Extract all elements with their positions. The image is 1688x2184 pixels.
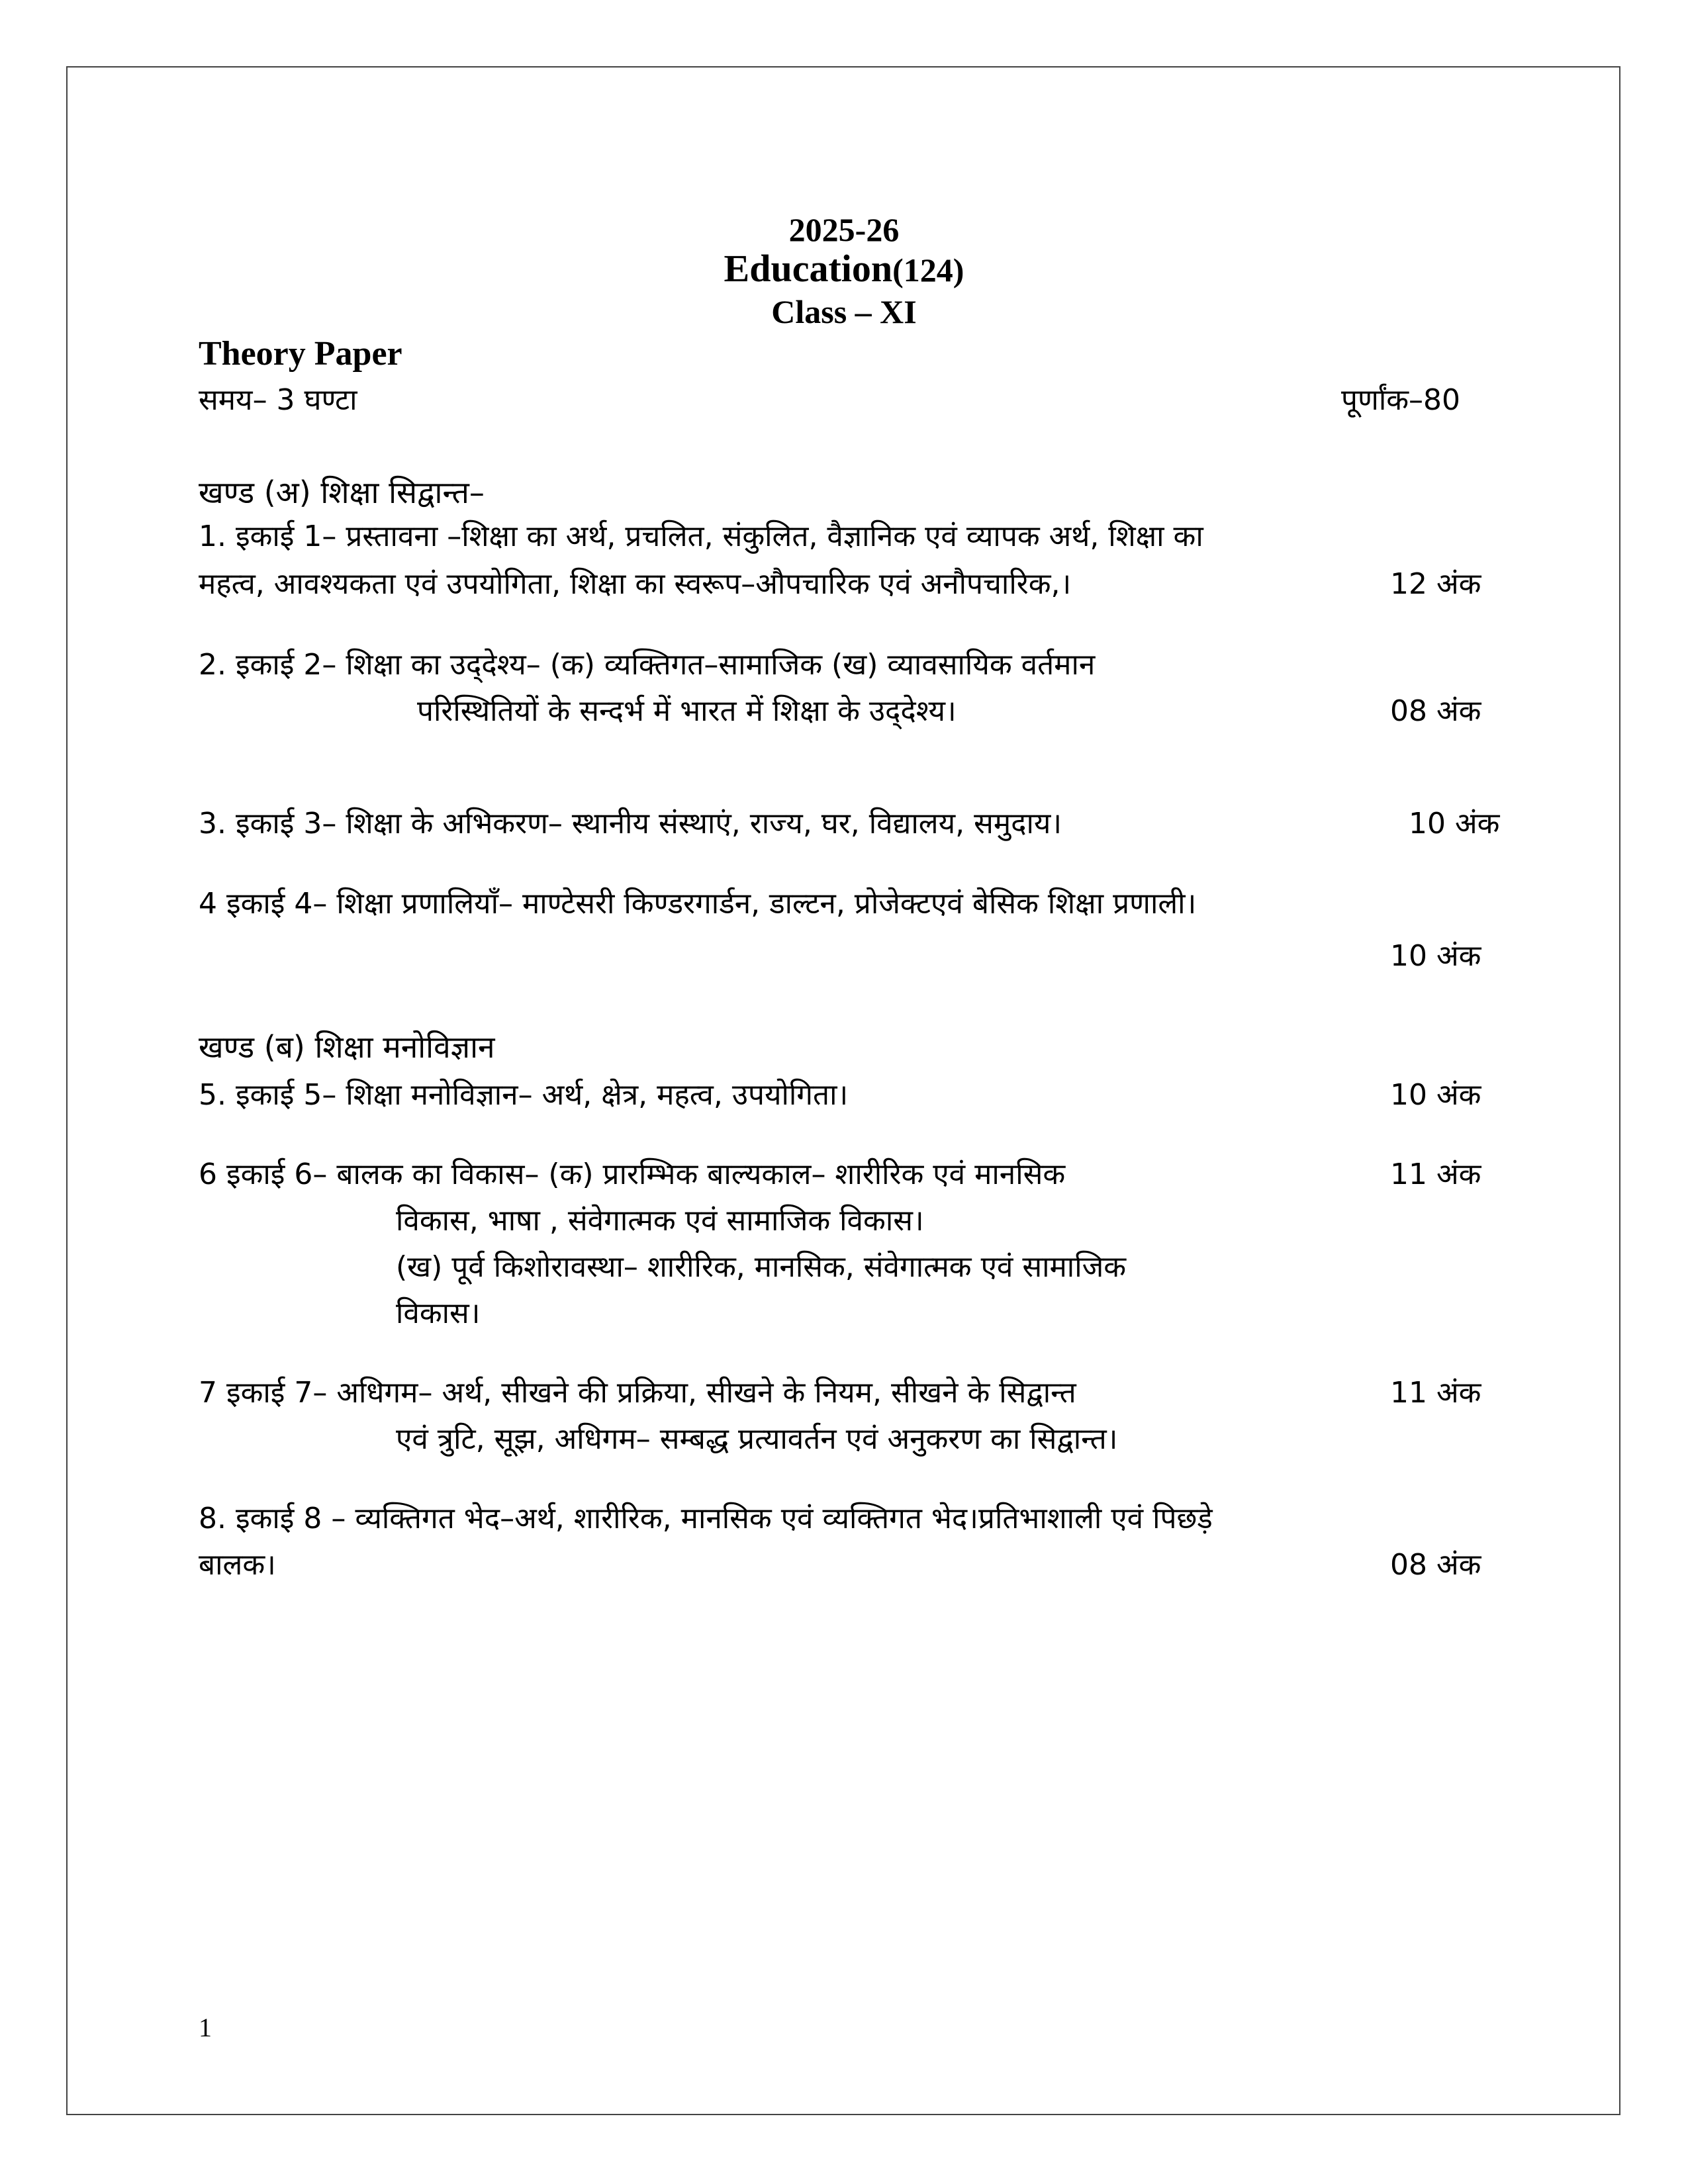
unit-7-line-2: एवं त्रुटि, सूझ, अधिगम– सम्बद्ध प्रत्यावर्तन एवं अनुकरण का सिद्वान्त। <box>396 1422 1118 1456</box>
subject-name: Education <box>724 247 893 290</box>
max-marks: पूर्णांक–80 <box>1341 383 1460 417</box>
subject-code: (124) <box>892 251 964 289</box>
section-b-title: खण्ड (ब) शिक्षा मनोविज्ञान <box>199 1029 495 1065</box>
header-subject <box>0 246 1688 291</box>
unit-4-marks: 10 अंक <box>1390 939 1481 973</box>
unit-7-marks: 11 अंक <box>1390 1376 1481 1410</box>
unit-1-line-2: महत्व, आवश्यकता एवं उपयोगिता, शिक्षा का स्वरूप–औपचारिक एवं अनौपचारिक,। <box>199 567 1072 601</box>
unit-8-marks: 08 अंक <box>1390 1548 1481 1582</box>
header-year: 2025-26 <box>788 211 900 248</box>
header-class: Class – XI <box>771 293 917 330</box>
unit-5-line-1: 5. इकाई 5– शिक्षा मनोविज्ञान– अर्थ, क्षेत्र, महत्व, उपयोगिता। <box>199 1078 849 1112</box>
unit-2-line-1: 2. इकाई 2– शिक्षा का उद्‌देश्य– (क) व्यक्तिगत–सामाजिक (ख) व्यावसायिक वर्तमान <box>199 648 1096 682</box>
exam-time: समय– 3 घण्टा <box>199 383 357 417</box>
unit-8-line-1: 8. इकाई 8 – व्यक्तिगत भेद–अर्थ, शारीरिक, मानसिक एवं व्यक्तिगत भेद।प्रतिभाशाली एवं पिछड़े <box>199 1502 1213 1535</box>
unit-7-line-1: 7 इकाई 7– अधिगम– अर्थ, सीखने की प्रक्रिया, सीखने के नियम, सीखने के सिद्वान्त <box>199 1376 1076 1410</box>
unit-6-line-2: विकास, भाषा , संवेगात्मक एवं सामाजिक विकास। <box>396 1204 924 1238</box>
unit-2-line-2: परिस्थितियों के सन्दर्भ में भारत में शिक्षा के उद्‌देश्य। <box>417 694 957 728</box>
unit-2-marks: 08 अंक <box>1390 694 1481 728</box>
unit-1-marks: 12 अंक <box>1390 567 1481 601</box>
page-number: 1 <box>199 2013 212 2042</box>
unit-5-marks: 10 अंक <box>1390 1078 1481 1112</box>
paper-title: Theory Paper <box>199 335 402 373</box>
unit-6-line-4: विकास। <box>396 1297 481 1330</box>
unit-6-line-1: 6 इकाई 6– बालक का विकास– (क) प्रारम्भिक बाल्यकाल– शारीरिक एवं मानसिक <box>199 1158 1066 1191</box>
unit-6-line-3: (ख) पूर्व किशोरावस्था– शारीरिक, मानसिक, संवेगात्मक एवं सामाजिक <box>396 1250 1127 1284</box>
unit-3-line-1: 3. इकाई 3– शिक्षा के अभिकरण– स्थानीय संस्थाएं, राज्य, घर, विद्यालय, समुदाय। <box>199 807 1062 841</box>
unit-6-marks: 11 अंक <box>1390 1158 1481 1191</box>
unit-3-marks: 10 अंक <box>1409 807 1500 841</box>
unit-1-line-1: 1. इकाई 1– प्रस्तावना –शिक्षा का अर्थ, प्रचलित, संकुलित, वैज्ञानिक एवं व्यापक अर्थ, शिक्षा का <box>199 520 1203 553</box>
section-a-title: खण्ड (अ) शिक्षा सिद्वान्त– <box>199 475 485 510</box>
unit-4-line-1: 4 इकाई 4– शिक्षा प्रणालियाँ– माण्टेसरी किण्डरगार्डन, डाल्टन, प्रोजेक्टएवं बेसिक शिक्षा प्रणाली। <box>199 887 1197 921</box>
unit-8-line-2: बालक। <box>199 1548 276 1582</box>
